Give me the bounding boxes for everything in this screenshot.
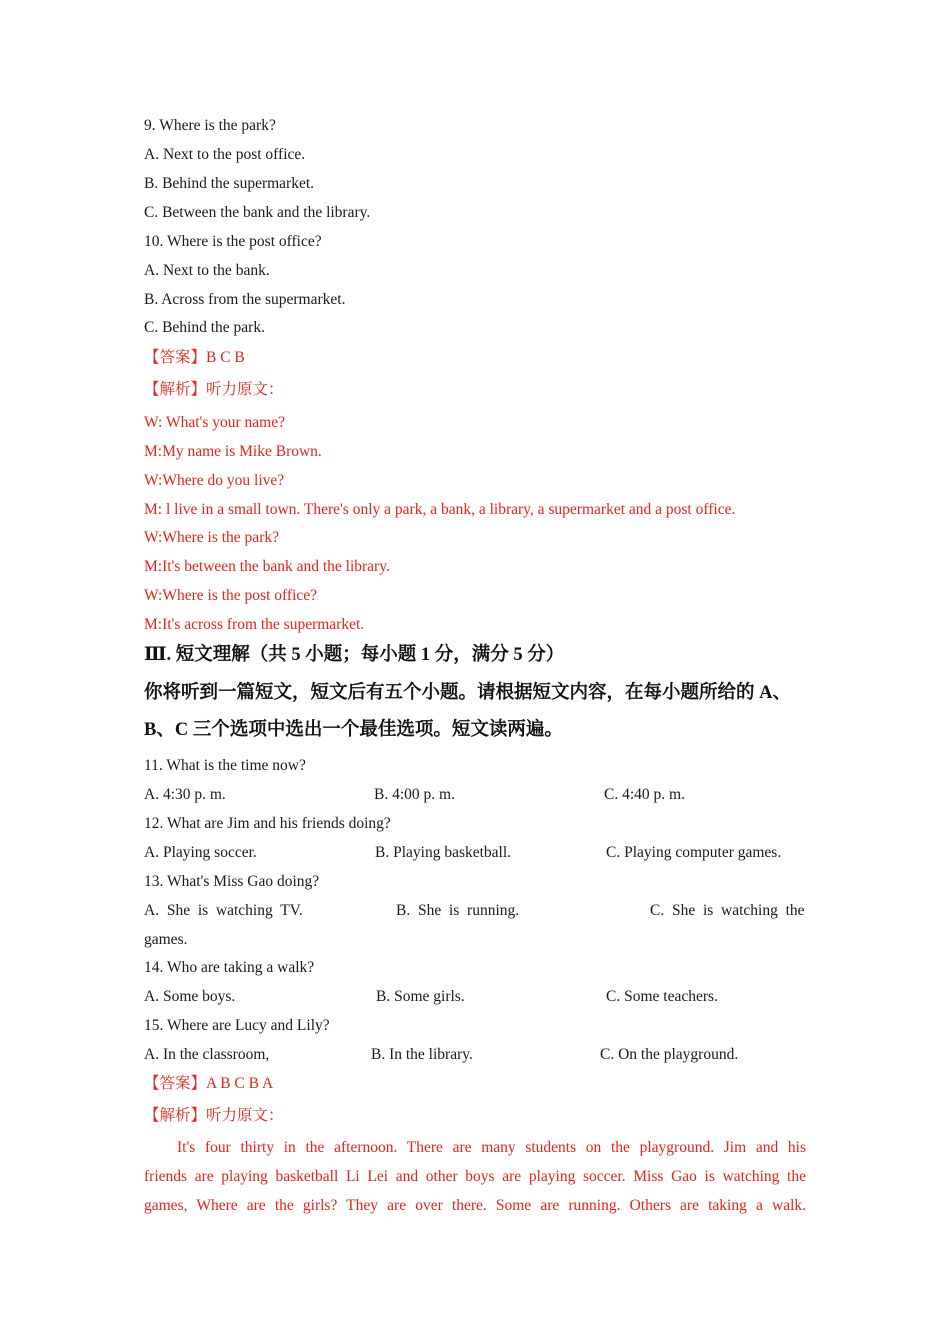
q14-option-c: C. Some teachers.	[606, 988, 718, 1005]
question-11: 11. What is the time now?	[144, 757, 306, 774]
transcript-line: M: l live in a small town. There's only a park, a bank, a library, a supermarket and a post office.	[144, 501, 736, 518]
analysis-label: 【解析】听力原文：	[144, 381, 284, 398]
question-13: 13. What's Miss Gao doing?	[144, 873, 320, 890]
q10-option-b: B. Across from the supermarket.	[144, 291, 346, 308]
q11-option-b: B. 4:00 p. m.	[374, 786, 455, 803]
transcript-line: W: What's your name?	[144, 414, 285, 431]
q13-option-a: A. She is watching TV.	[144, 902, 303, 919]
q11-option-a: A. 4:30 p. m.	[144, 786, 226, 803]
q12-option-b: B. Playing basketball.	[375, 844, 512, 861]
question-14: 14. Who are taking a walk?	[144, 959, 315, 976]
transcript-passage	[144, 1133, 806, 1220]
passage-line: games, Where are the girls? They are over there. Some are running. Others are taking a walk.	[144, 1197, 806, 1214]
section-instruction: 你将听到一篇短文，短文后有五个小题。请根据短文内容，在每小题所给的 A、	[144, 683, 791, 703]
question-12: 12. What are Jim and his friends doing?	[144, 815, 391, 832]
q13-option-c-continued: games.	[144, 931, 188, 948]
q10-option-c: C. Behind the park.	[144, 319, 265, 336]
question-9: 9. Where is the park?	[144, 117, 276, 134]
q14-option-a: A. Some boys.	[144, 988, 236, 1005]
answer-label: 【答案】B C B	[144, 349, 245, 366]
question-15: 15. Where are Lucy and Lily?	[144, 1017, 330, 1034]
q15-option-a: A. In the classroom,	[144, 1046, 270, 1063]
passage-line: friends are playing basketball Li Lei and other boys are playing soccer. Miss Gao is watching the	[144, 1168, 806, 1185]
q9-option-b: B. Behind the supermarket.	[144, 175, 315, 192]
section-heading: Ⅲ. 短文理解（共 5 小题；每小题 1 分，满分 5 分）	[144, 645, 565, 665]
q9-option-c: C. Between the bank and the library.	[144, 204, 371, 221]
analysis-label: 【解析】听力原文：	[144, 1107, 284, 1124]
q13-option-b: B. She is running.	[396, 902, 520, 919]
transcript-line: M:It's across from the supermarket.	[144, 616, 365, 633]
transcript-line: W:Where do you live?	[144, 472, 285, 489]
transcript-line: M:My name is Mike Brown.	[144, 443, 322, 460]
transcript-line: W:Where is the post office?	[144, 587, 318, 604]
q15-option-b: B. In the library.	[371, 1046, 473, 1063]
q15-option-c: C. On the playground.	[600, 1046, 739, 1063]
q12-option-a: A. Playing soccer.	[144, 844, 257, 861]
q11-option-c: C. 4:40 p. m.	[604, 786, 685, 803]
q9-option-a: A. Next to the post office.	[144, 146, 306, 163]
transcript-line: M:It's between the bank and the library.	[144, 558, 390, 575]
question-10: 10. Where is the post office?	[144, 233, 322, 250]
answer-label: 【答案】A B C B A	[144, 1075, 274, 1092]
section-instruction: B、C 三个选项中选出一个最佳选项。短文读两遍。	[144, 720, 563, 740]
passage-line: It's four thirty in the afternoon. There are many students on the playground. Jim and his	[177, 1139, 806, 1156]
q12-option-c: C. Playing computer games.	[606, 844, 782, 861]
transcript-line: W:Where is the park?	[144, 529, 279, 546]
q10-option-a: A. Next to the bank.	[144, 262, 270, 279]
q14-option-b: B. Some girls.	[376, 988, 465, 1005]
q13-option-c: C. She is watching the	[650, 902, 805, 919]
